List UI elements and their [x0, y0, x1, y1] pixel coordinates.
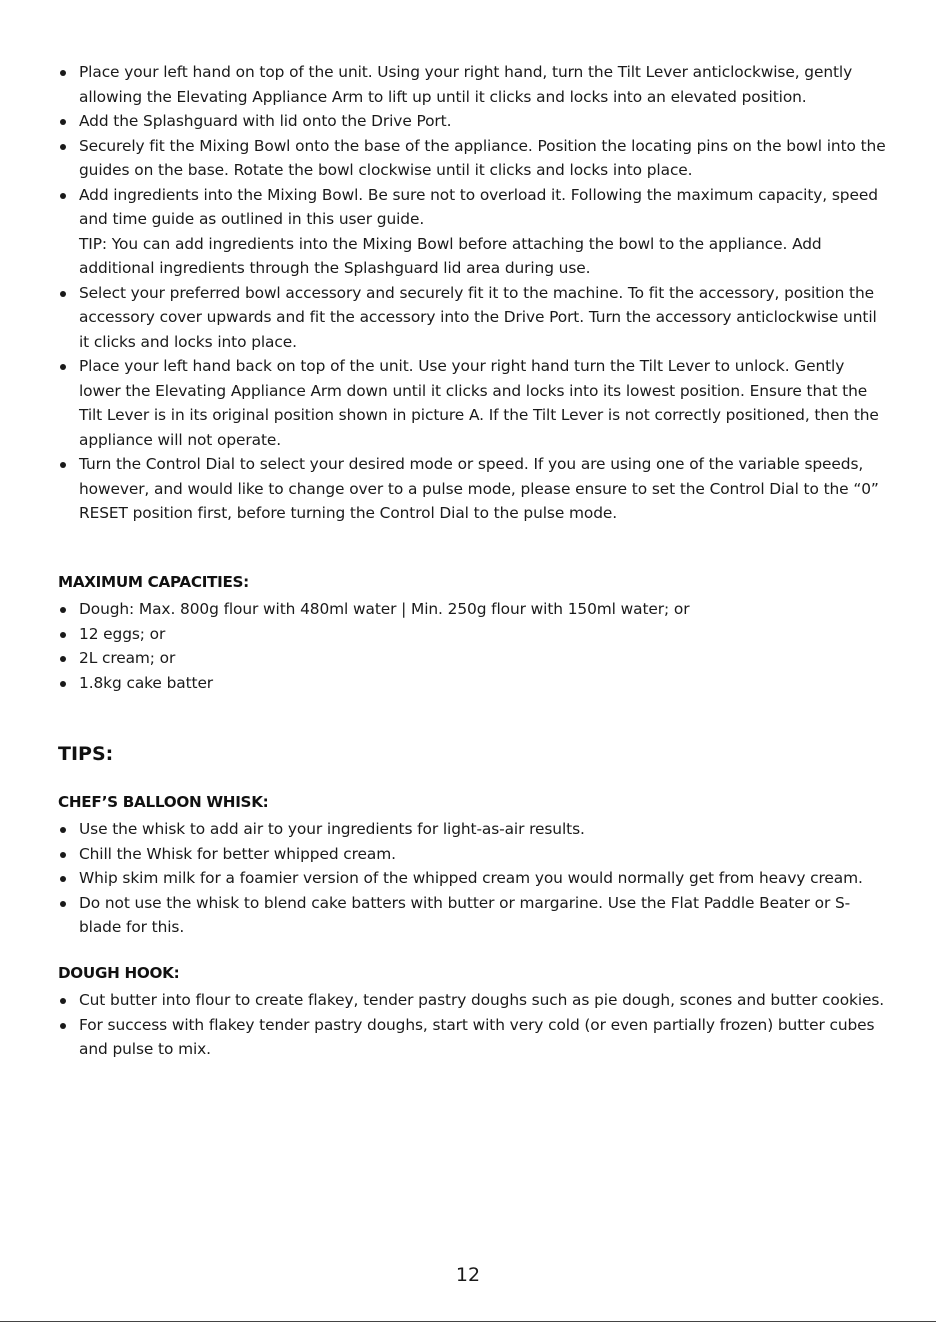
- dough-hook-tips-list: [58, 988, 888, 1062]
- dough-hook-tips: [58, 988, 888, 1062]
- assembly-steps: [58, 60, 888, 526]
- step-text: Place your left hand back on top of the unit. Use your right hand turn the Tilt Lever to unlock. Gently lower the Elevating Appliance Arm down until it clicks and locks into its lowest position. Ensure that the Tilt Lever is in its original position shown in picture A. If the Tilt Lever is not correctly positioned, then the appliance will not operate.: [79, 357, 879, 449]
- list-item: [58, 281, 888, 355]
- max-capacities-heading: MAXIMUM CAPACITIES:: [58, 573, 249, 591]
- step-text: Turn the Control Dial to select your desired mode or speed. If you are using one of the variable speeds, however, and would like to change over to a pulse mode, please ensure to set the Control Dial to the “0” RESET position first, before turning the Control Dial to the pulse mode.: [79, 455, 879, 522]
- list-item: 1.8kg cake batter: [58, 671, 888, 696]
- list-item: [58, 60, 888, 109]
- list-item: [58, 354, 888, 452]
- whisk-heading: CHEF’S BALLOON WHISK:: [58, 793, 269, 811]
- list-item: [58, 109, 888, 134]
- list-item: [58, 134, 888, 183]
- dough-hook-heading: DOUGH HOOK:: [58, 964, 180, 982]
- list-item: For success with flakey tender pastry doughs, start with very cold (or even partially frozen) butter cubes and pulse to mix.: [58, 1013, 888, 1062]
- list-item: Do not use the whisk to blend cake batters with butter or margarine. Use the Flat Paddle Beater or S-blade for this.: [58, 891, 888, 940]
- list-item: [58, 452, 888, 526]
- list-item: Dough: Max. 800g flour with 480ml water | Min. 250g flour with 150ml water; or: [58, 597, 888, 622]
- step-tip: TIP: You can add ingredients into the Mixing Bowl before attaching the bowl to the appliance. Add additional ingredients through the Splashguard lid area during use.: [79, 234, 822, 277]
- step-text: Add the Splashguard with lid onto the Drive Port.: [79, 112, 452, 130]
- step-text: Securely fit the Mixing Bowl onto the base of the appliance. Position the locating pins on the bowl into the guides on the base. Rotate the bowl clockwise until it clicks and locks into place.: [79, 136, 886, 179]
- list-item: [58, 183, 888, 281]
- list-item: Chill the Whisk for better whipped cream.: [58, 842, 888, 867]
- list-item: Use the whisk to add air to your ingredients for light-as-air results.: [58, 817, 888, 842]
- page-number: 12: [455, 1264, 481, 1286]
- assembly-step-list: [58, 60, 888, 526]
- whisk-tips: [58, 817, 888, 940]
- tips-heading: TIPS:: [58, 743, 114, 765]
- whisk-tips-list: [58, 817, 888, 940]
- list-item: Whip skim milk for a foamier version of the whipped cream you would normally get from heavy cream.: [58, 866, 888, 891]
- list-item: Cut butter into flour to create flakey, tender pastry doughs such as pie dough, scones and butter cookies.: [58, 988, 888, 1013]
- bottom-rule: [0, 1321, 936, 1322]
- step-text: Place your left hand on top of the unit. Using your right hand, turn the Tilt Lever anticlockwise, gently allowing the Elevating Appliance Arm to lift up until it clicks and locks into an elevated position.: [79, 63, 853, 106]
- list-item: 12 eggs; or: [58, 622, 888, 647]
- max-capacities-list: [58, 597, 888, 695]
- step-text: Add ingredients into the Mixing Bowl. Be sure not to overload it. Following the maximum capacity, speed and time guide as outlined in this user guide.: [79, 185, 878, 228]
- step-text: Select your preferred bowl accessory and securely fit it to the machine. To fit the accessory, position the accessory cover upwards and fit the accessory into the Drive Port. Turn the accessory anticlockwise until it clicks and locks into place.: [79, 283, 877, 351]
- max-capacities: [58, 597, 888, 695]
- list-item: 2L cream; or: [58, 646, 888, 671]
